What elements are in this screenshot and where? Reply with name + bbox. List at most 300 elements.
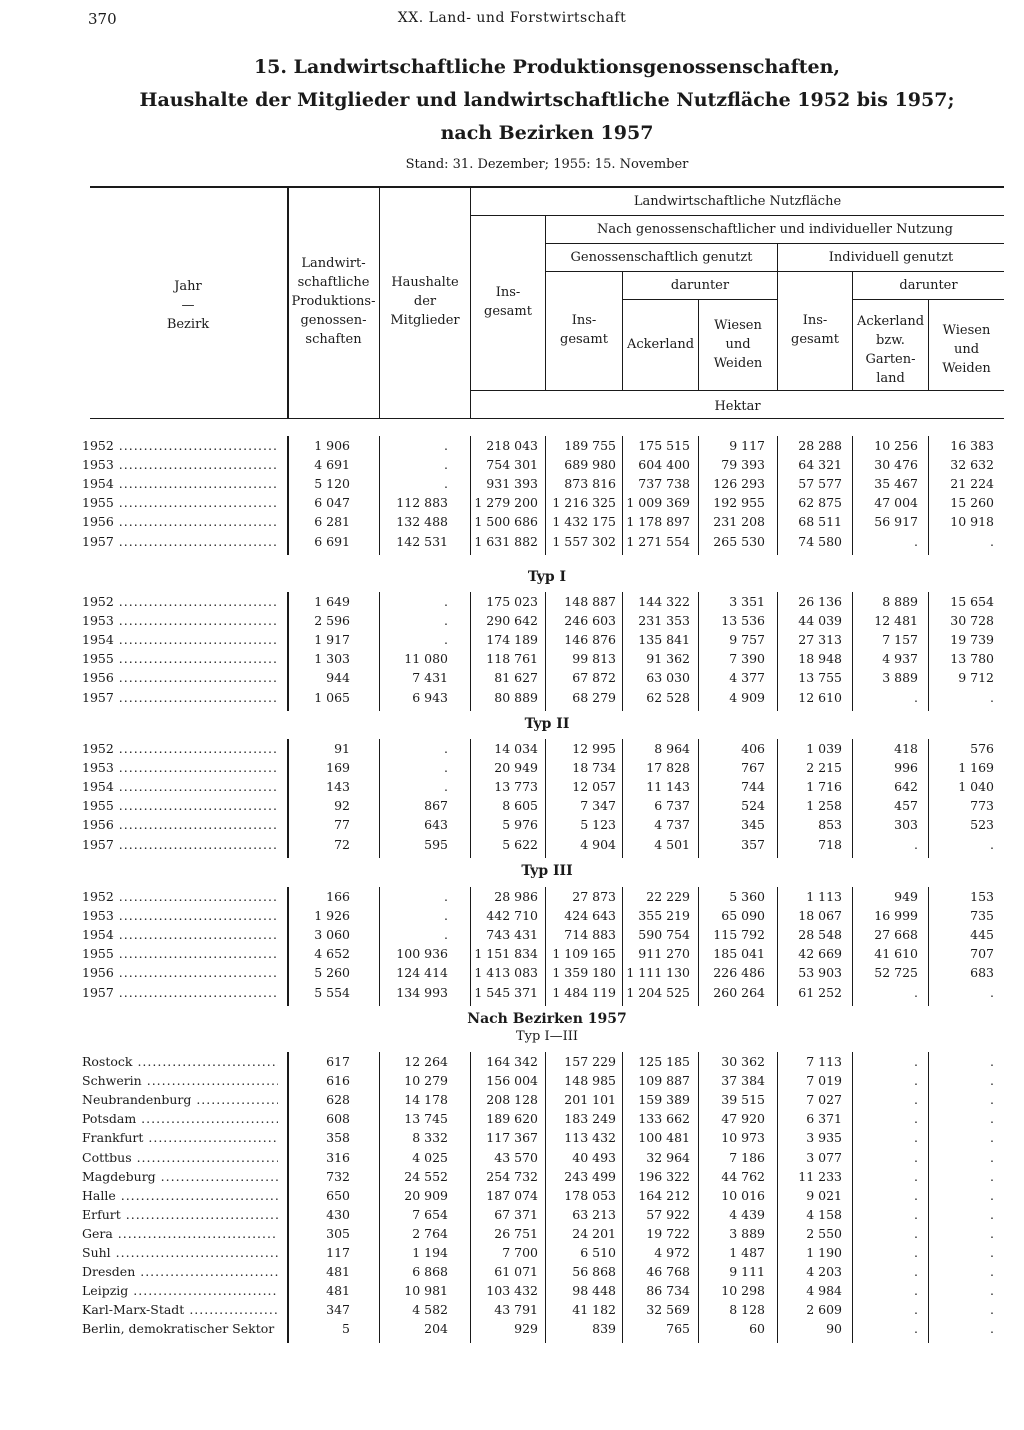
table-subtitle: Stand: 31. Dezember; 1955: 15. November xyxy=(405,157,689,172)
table-cell: 254 732 xyxy=(486,1168,538,1184)
table-cell: 26 136 xyxy=(798,594,842,609)
header-genoss-ackerland: Ackerland xyxy=(626,337,695,352)
table-cell: 132 488 xyxy=(396,514,448,530)
table-cell: 743 431 xyxy=(486,927,538,943)
table-cell: 22 229 xyxy=(646,889,690,904)
table-cell: 117 367 xyxy=(486,1130,538,1146)
table-cell: 4 025 xyxy=(412,1149,448,1165)
table-cell: 67 872 xyxy=(572,670,616,686)
table-cell: 40 493 xyxy=(572,1149,616,1165)
table-cell: . xyxy=(914,1187,918,1203)
table-cell: 4 652 xyxy=(314,946,350,962)
table-cell: 4 937 xyxy=(882,651,918,667)
table-cell: 159 389 xyxy=(638,1092,690,1108)
row-label: 1952 ..... xyxy=(82,594,278,609)
table-cell: 10 973 xyxy=(721,1130,765,1146)
table-cell: 1 631 882 xyxy=(474,533,538,549)
header-indiv-ackerland-line: Garten- xyxy=(865,352,916,367)
table-cell: . xyxy=(914,689,918,705)
table-cell: 767 xyxy=(741,760,765,776)
header-indiv-ackerland xyxy=(853,312,928,388)
table-cell: 642 xyxy=(894,779,918,795)
table-row xyxy=(0,760,1024,779)
table-cell: 92 xyxy=(334,798,350,814)
table-cell: 5 120 xyxy=(314,476,350,492)
header-indiv-ackerland-line: bzw. xyxy=(876,333,905,348)
header-darunter-indiv: darunter xyxy=(899,278,958,293)
table-cell: 27 873 xyxy=(572,889,616,904)
table-cell: 608 xyxy=(326,1111,350,1127)
table-cell: . xyxy=(914,1206,918,1222)
table-row xyxy=(0,889,1024,908)
table-cell: 6 943 xyxy=(412,689,448,705)
table-cell: 650 xyxy=(326,1187,350,1203)
table-cell: 208 128 xyxy=(486,1092,538,1108)
table-cell: 430 xyxy=(326,1206,350,1222)
table-cell: 41 182 xyxy=(572,1302,616,1318)
table-cell: 4 737 xyxy=(654,817,690,833)
table-row xyxy=(0,495,1024,514)
table-cell: 68 279 xyxy=(572,689,616,705)
row-label: Cottbus ..... xyxy=(82,1150,278,1165)
row-label: Schwerin ..... xyxy=(82,1073,278,1088)
table-cell: 80 889 xyxy=(494,689,538,705)
table-cell: 481 xyxy=(326,1283,350,1299)
header-lnf: Landwirtschaftliche Nutzfläche xyxy=(633,194,842,209)
row-label: 1955 ..... xyxy=(82,798,278,813)
header-indiv-insgesamt-line: gesamt xyxy=(791,332,839,347)
table-cell: 2 550 xyxy=(806,1225,842,1241)
table-cell: 8 964 xyxy=(654,741,690,756)
table-cell: 1 194 xyxy=(412,1245,448,1260)
table-cell: 1 303 xyxy=(314,651,350,667)
table-cell: 7 157 xyxy=(882,632,918,648)
table-cell: 4 904 xyxy=(580,836,616,852)
table-row xyxy=(0,837,1024,856)
table-cell: . xyxy=(914,1130,918,1146)
table-cell: 15 654 xyxy=(950,594,994,609)
table-cell: 174 189 xyxy=(486,632,538,648)
group-title: Typ II xyxy=(524,716,570,732)
table-cell: 189 755 xyxy=(564,438,616,453)
table-cell: 3 077 xyxy=(806,1149,842,1165)
table-cell: 183 249 xyxy=(564,1111,616,1127)
table-cell: 442 710 xyxy=(486,908,538,924)
table-cell: . xyxy=(444,438,448,453)
table-row xyxy=(0,741,1024,760)
header-insgesamt xyxy=(471,283,545,321)
table-cell: 628 xyxy=(326,1092,350,1108)
table-cell: 10 298 xyxy=(721,1283,765,1299)
table-cell: 35 467 xyxy=(874,476,918,492)
header-indiv-ackerland-line: land xyxy=(876,371,905,386)
table-cell: 112 883 xyxy=(396,495,448,511)
table-cell: 11 143 xyxy=(646,779,690,795)
header-rule xyxy=(852,299,1004,300)
table-cell: 142 531 xyxy=(396,533,448,549)
row-label: Rostock ..... xyxy=(82,1054,278,1069)
table-cell: 7 390 xyxy=(729,651,765,667)
header-genoss-wiesen xyxy=(699,316,777,373)
table-cell: 243 499 xyxy=(564,1168,616,1184)
table-cell: 10 981 xyxy=(404,1283,448,1299)
table-cell: 57 577 xyxy=(798,476,842,492)
header-bottom-rule xyxy=(90,418,1004,419)
table-row xyxy=(0,1150,1024,1169)
table-cell: 7 347 xyxy=(580,798,616,814)
group-title: Nach Bezirken 1957 xyxy=(467,1011,627,1027)
table-cell: 11 080 xyxy=(404,651,448,667)
table-cell: 355 219 xyxy=(638,908,690,924)
table-cell: 72 xyxy=(334,836,350,852)
table-cell: 65 090 xyxy=(721,908,765,924)
table-cell: 146 876 xyxy=(564,632,616,648)
table-cell: 1 109 165 xyxy=(552,946,616,962)
table-cell: 178 053 xyxy=(564,1187,616,1203)
table-cell: 714 883 xyxy=(564,927,616,943)
table-cell: 418 xyxy=(894,741,918,756)
row-label: 1953 ..... xyxy=(82,457,278,472)
header-genossenschaftlich: Genossenschaftlich genutzt xyxy=(570,250,753,265)
table-cell: 246 603 xyxy=(564,613,616,629)
table-cell: 1 204 525 xyxy=(626,984,690,1000)
table-cell: 37 384 xyxy=(721,1073,765,1089)
row-label: 1953 ..... xyxy=(82,908,278,923)
table-cell: 21 224 xyxy=(950,476,994,492)
table-cell: 867 xyxy=(424,798,448,814)
table-row xyxy=(0,514,1024,533)
header-genoss-wiesen-line: Wiesen xyxy=(714,318,762,333)
running-head: XX. Land- und Forstwirtschaft xyxy=(397,10,627,26)
table-cell: . xyxy=(990,1321,994,1337)
table-cell: 4 203 xyxy=(806,1264,842,1280)
table-cell: . xyxy=(444,908,448,924)
table-cell: 32 632 xyxy=(950,457,994,473)
table-cell: 949 xyxy=(894,889,918,904)
table-cell: 13 745 xyxy=(404,1111,448,1127)
table-cell: 117 xyxy=(326,1245,350,1260)
table-cell: 5 622 xyxy=(502,836,538,852)
table-cell: 732 xyxy=(326,1168,350,1184)
table-cell: 1 413 083 xyxy=(474,965,538,981)
table-cell: 290 642 xyxy=(486,613,538,629)
row-label: Karl-Marx-Stadt ..... xyxy=(82,1302,278,1317)
table-cell: . xyxy=(914,1283,918,1299)
table-cell: 231 353 xyxy=(638,613,690,629)
header-lpg-line: Landwirt- xyxy=(301,256,366,271)
table-cell: 175 023 xyxy=(486,594,538,609)
table-cell: 143 xyxy=(326,779,350,795)
table-cell: 616 xyxy=(326,1073,350,1089)
table-cell: 12 995 xyxy=(572,741,616,756)
table-cell: 64 321 xyxy=(798,457,842,473)
table-row xyxy=(0,534,1024,553)
header-stub-line: Bezirk xyxy=(166,317,210,332)
table-row xyxy=(0,1188,1024,1207)
table-cell: 707 xyxy=(970,946,994,962)
table-cell: 718 xyxy=(818,836,842,852)
table-cell: 305 xyxy=(326,1225,350,1241)
table-cell: 28 548 xyxy=(798,927,842,943)
header-lpg-line: schaften xyxy=(305,332,362,347)
table-cell: 192 955 xyxy=(713,495,765,511)
row-label: 1952 ..... xyxy=(82,889,278,904)
table-row xyxy=(0,1092,1024,1111)
table-cell: 156 004 xyxy=(486,1073,538,1089)
table-cell: 133 662 xyxy=(638,1111,690,1127)
table-cell: 260 264 xyxy=(713,984,765,1000)
table-title-line-3: nach Bezirken 1957 xyxy=(440,122,654,144)
table-cell: 56 868 xyxy=(572,1264,616,1280)
table-cell: 3 889 xyxy=(882,670,918,686)
table-cell: . xyxy=(914,1245,918,1260)
table-cell: . xyxy=(990,1149,994,1165)
table-cell: 43 570 xyxy=(494,1149,538,1165)
table-cell: 8 605 xyxy=(502,798,538,814)
table-cell: 1 649 xyxy=(314,594,350,609)
table-cell: 13 755 xyxy=(798,670,842,686)
table-cell: 16 383 xyxy=(950,438,994,453)
table-cell: 185 041 xyxy=(713,946,765,962)
table-cell: 4 972 xyxy=(654,1245,690,1260)
table-cell: 4 377 xyxy=(729,670,765,686)
table-cell: 39 515 xyxy=(721,1092,765,1108)
table-cell: 90 xyxy=(826,1321,842,1337)
table-cell: . xyxy=(444,457,448,473)
table-cell: 18 734 xyxy=(572,760,616,776)
table-cell: 773 xyxy=(970,798,994,814)
table-cell: 1 500 686 xyxy=(474,514,538,530)
table-cell: 20 949 xyxy=(494,760,538,776)
table-cell: 3 889 xyxy=(729,1225,765,1241)
table-cell: 10 279 xyxy=(404,1073,448,1089)
table-cell: 5 123 xyxy=(580,817,616,833)
table-cell: 68 511 xyxy=(798,514,842,530)
table-cell: . xyxy=(444,613,448,629)
table-cell: 12 264 xyxy=(404,1054,448,1069)
row-label: 1956 ..... xyxy=(82,670,278,685)
table-cell: 303 xyxy=(894,817,918,833)
table-cell: 683 xyxy=(970,965,994,981)
table-cell: . xyxy=(914,1073,918,1089)
table-row xyxy=(0,594,1024,613)
table-cell: 929 xyxy=(514,1321,538,1337)
table-cell: 144 322 xyxy=(638,594,690,609)
table-cell: 10 918 xyxy=(950,514,994,530)
table-cell: 67 371 xyxy=(494,1206,538,1222)
table-row xyxy=(0,438,1024,457)
table-cell: 12 610 xyxy=(798,689,842,705)
table-cell: . xyxy=(990,1225,994,1241)
table-cell: 839 xyxy=(592,1321,616,1337)
group-title: Typ III xyxy=(521,863,573,879)
table-cell: 44 762 xyxy=(721,1168,765,1184)
table-cell: 175 515 xyxy=(638,438,690,453)
table-cell: 4 984 xyxy=(806,1283,842,1299)
table-cell: 98 448 xyxy=(572,1283,616,1299)
header-divider xyxy=(545,215,546,390)
table-cell: 13 780 xyxy=(950,651,994,667)
table-cell: 5 360 xyxy=(729,889,765,904)
table-row xyxy=(0,1302,1024,1321)
table-cell: 1 432 175 xyxy=(552,514,616,530)
table-row xyxy=(0,1283,1024,1302)
row-label: Gera ..... xyxy=(82,1226,278,1241)
table-cell: 10 016 xyxy=(721,1187,765,1203)
table-cell: 617 xyxy=(326,1054,350,1069)
table-cell: 1 190 xyxy=(806,1245,842,1260)
header-genoss-wiesen-line: Weiden xyxy=(713,356,763,371)
table-cell: 24 552 xyxy=(404,1168,448,1184)
table-cell: 347 xyxy=(326,1302,350,1318)
row-label: 1952 ..... xyxy=(82,438,278,453)
table-cell: . xyxy=(914,1168,918,1184)
table-cell: 1 111 130 xyxy=(626,965,690,981)
table-cell: 204 xyxy=(424,1321,448,1337)
header-haushalte-line: der xyxy=(413,294,437,309)
table-cell: 63 030 xyxy=(646,670,690,686)
table-cell: 43 791 xyxy=(494,1302,538,1318)
table-cell: . xyxy=(914,836,918,852)
row-label: Neubrandenburg ..... xyxy=(82,1092,278,1107)
table-cell: 931 393 xyxy=(486,476,538,492)
table-cell: . xyxy=(990,1130,994,1146)
table-cell: 524 xyxy=(741,798,765,814)
row-label: Magdeburg ..... xyxy=(82,1169,278,1184)
table-cell: 27 313 xyxy=(798,632,842,648)
table-cell: 1 113 xyxy=(806,889,842,904)
table-cell: 12 481 xyxy=(874,613,918,629)
header-indiv-wiesen-line: Weiden xyxy=(942,361,991,376)
table-cell: 7 027 xyxy=(806,1092,842,1108)
table-cell: 4 158 xyxy=(806,1206,842,1222)
table-cell: 134 993 xyxy=(396,984,448,1000)
table-cell: 7 431 xyxy=(412,670,448,686)
table-cell: 5 976 xyxy=(502,817,538,833)
table-cell: 944 xyxy=(326,670,350,686)
table-cell: 99 813 xyxy=(572,651,616,667)
table-cell: . xyxy=(990,1264,994,1280)
table-cell: 13 773 xyxy=(494,779,538,795)
table-cell: 30 362 xyxy=(721,1054,765,1069)
table-cell: 47 920 xyxy=(721,1111,765,1127)
table-cell: 5 554 xyxy=(314,984,350,1000)
table-cell: 196 322 xyxy=(638,1168,690,1184)
header-indiv-insgesamt-line: Ins- xyxy=(802,313,828,328)
header-genoss-insgesamt xyxy=(546,311,622,349)
row-label: 1954 ..... xyxy=(82,779,278,794)
table-cell: . xyxy=(990,533,994,549)
table-cell: . xyxy=(914,1225,918,1241)
table-cell: . xyxy=(914,1111,918,1127)
table-cell: . xyxy=(990,1073,994,1089)
table-cell: 1 216 325 xyxy=(552,495,616,511)
header-haushalte-line: Mitglieder xyxy=(390,313,460,328)
table-cell: 1 487 xyxy=(729,1245,765,1260)
table-cell: 18 067 xyxy=(798,908,842,924)
header-nutzung: Nach genossenschaftlicher und individueller Nutzung xyxy=(597,222,953,237)
table-row xyxy=(0,457,1024,476)
table-cell: . xyxy=(990,984,994,1000)
table-cell: 125 185 xyxy=(638,1054,690,1069)
table-cell: 231 208 xyxy=(713,514,765,530)
table-cell: 42 669 xyxy=(798,946,842,962)
table-cell: 1 258 xyxy=(806,798,842,814)
table-cell: 28 288 xyxy=(798,438,842,453)
header-unit: Hektar xyxy=(714,399,761,414)
table-cell: 100 481 xyxy=(638,1130,690,1146)
header-genoss-insgesamt-line: Ins- xyxy=(571,313,597,328)
table-cell: 1 271 554 xyxy=(626,533,690,549)
table-cell: 115 792 xyxy=(713,927,765,943)
table-cell: 604 400 xyxy=(638,457,690,473)
table-row xyxy=(0,670,1024,689)
table-cell: 6 868 xyxy=(412,1264,448,1280)
table-cell: 2 596 xyxy=(314,613,350,629)
table-title-line-2: Haushalte der Mitglieder und landwirtschaftliche Nutzfläche 1952 bis 1957; xyxy=(139,89,955,111)
table-cell: 4 582 xyxy=(412,1302,448,1318)
table-row xyxy=(0,1207,1024,1226)
table-cell: 2 215 xyxy=(806,760,842,776)
table-cell: 28 986 xyxy=(494,889,538,904)
table-row xyxy=(0,779,1024,798)
table-cell: 11 233 xyxy=(798,1168,842,1184)
header-genoss-wiesen-line: und xyxy=(725,337,751,352)
table-title-line-1: 15. Landwirtschaftliche Produktionsgenossenschaften, xyxy=(253,56,841,78)
table-cell: 63 213 xyxy=(572,1206,616,1222)
table-cell: 1 040 xyxy=(958,779,994,795)
table-cell: 765 xyxy=(666,1321,690,1337)
table-cell: 7 654 xyxy=(412,1206,448,1222)
table-cell: 226 486 xyxy=(713,965,765,981)
table-cell: 30 728 xyxy=(950,613,994,629)
header-indiv-wiesen xyxy=(929,321,1004,378)
table-cell: 12 057 xyxy=(572,779,616,795)
row-label: 1953 ..... xyxy=(82,760,278,775)
table-row xyxy=(0,1321,1024,1340)
table-cell: 8 128 xyxy=(729,1302,765,1318)
table-cell: 57 922 xyxy=(646,1206,690,1222)
table-cell: . xyxy=(914,1092,918,1108)
table-cell: . xyxy=(914,1054,918,1069)
row-label: 1957 ..... xyxy=(82,534,278,549)
table-cell: 424 643 xyxy=(564,908,616,924)
table-row xyxy=(0,613,1024,632)
table-cell: 14 034 xyxy=(494,741,538,756)
table-cell: . xyxy=(444,889,448,904)
table-cell: 5 260 xyxy=(314,965,350,981)
table-cell: 77 xyxy=(334,817,350,833)
table-cell: 7 186 xyxy=(729,1149,765,1165)
header-insgesamt-line: gesamt xyxy=(484,304,532,319)
table-cell: 3 351 xyxy=(729,594,765,609)
table-cell: 169 xyxy=(326,760,350,776)
table-cell: 6 371 xyxy=(806,1111,842,1127)
table-cell: 135 841 xyxy=(638,632,690,648)
row-label: Dresden ..... xyxy=(82,1264,278,1279)
table-cell: 1 178 897 xyxy=(626,514,690,530)
row-label: 1957 ..... xyxy=(82,690,278,705)
table-row xyxy=(0,1264,1024,1283)
row-label: 1957 ..... xyxy=(82,837,278,852)
table-cell: . xyxy=(990,1206,994,1222)
table-cell: 148 887 xyxy=(564,594,616,609)
table-cell: 3 935 xyxy=(806,1130,842,1146)
table-cell: . xyxy=(990,1092,994,1108)
table-cell: . xyxy=(990,1111,994,1127)
table-cell: 744 xyxy=(741,779,765,795)
table-row xyxy=(0,690,1024,709)
